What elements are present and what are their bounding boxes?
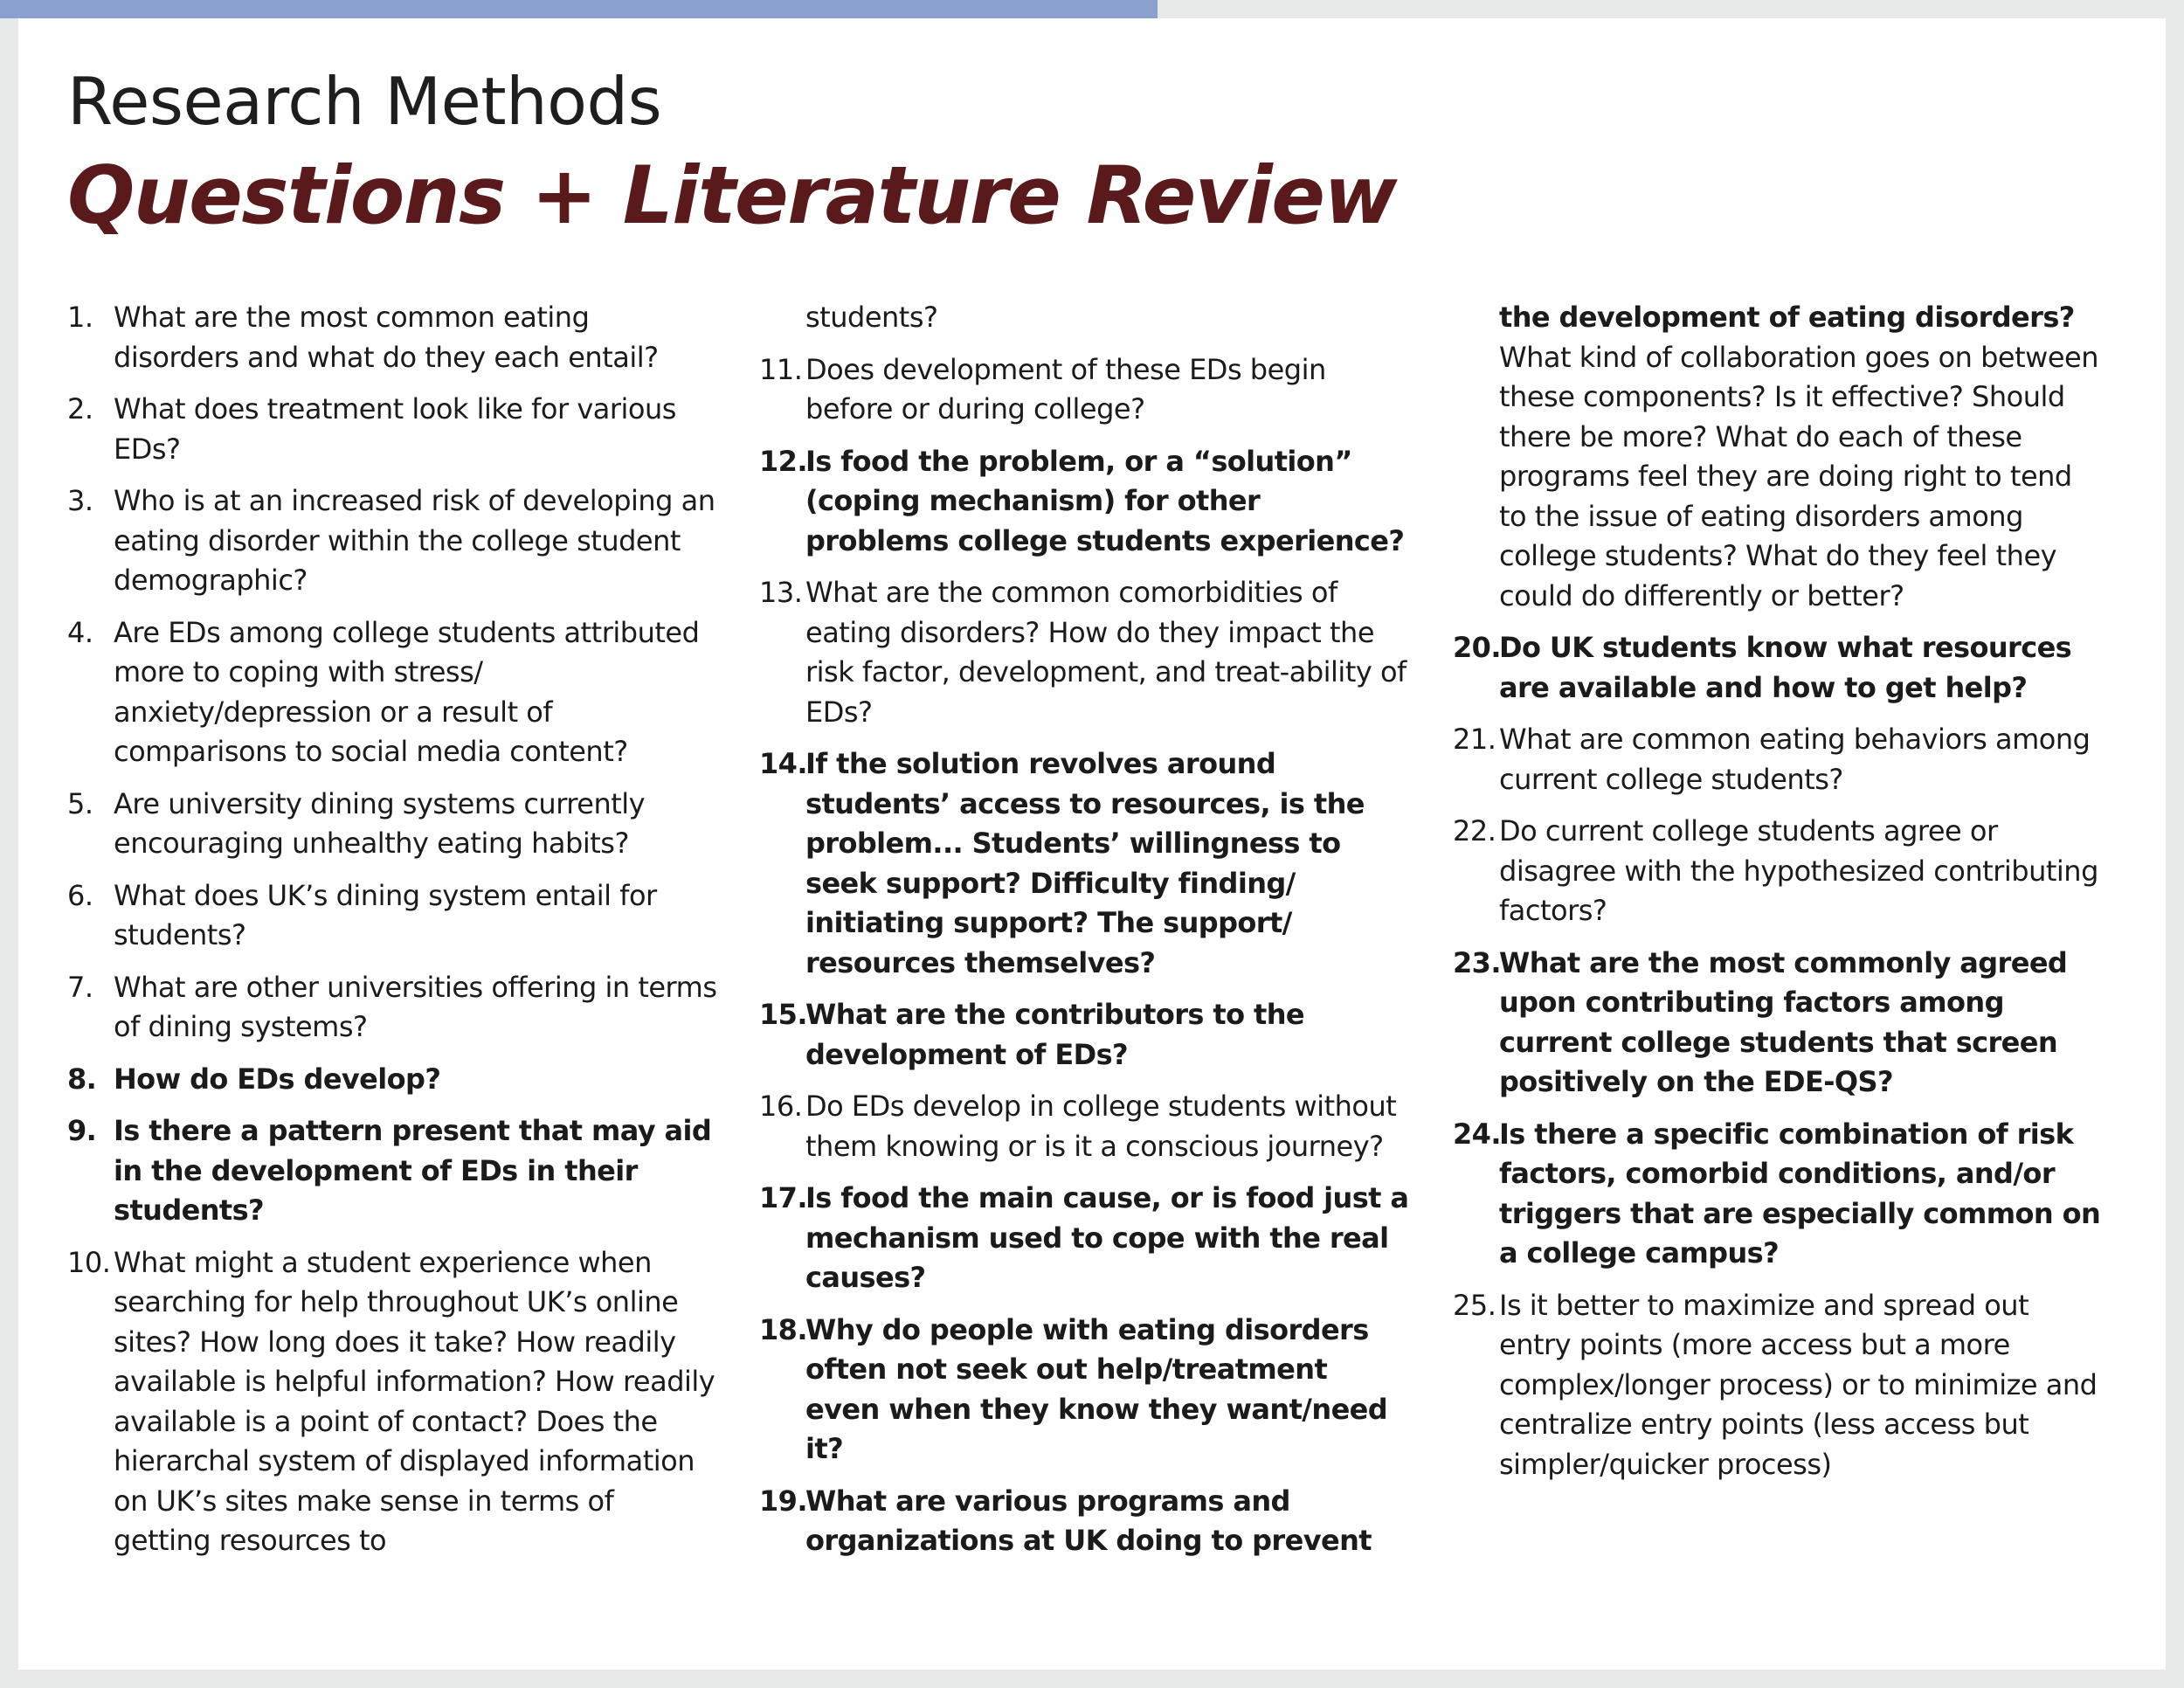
question-number: 15.	[759, 998, 807, 1031]
question-number: 3.	[67, 484, 93, 517]
question-text: What are other universities offering in terms of dining systems?	[114, 970, 717, 1043]
question-text: Do current college students agree or disagree with the hypothesized contributing factors?	[1499, 814, 2098, 927]
question-text: Why do people with eating disorders often not seek out help/treatment even when they know they want/need it?	[805, 1312, 1388, 1465]
question-number: 2.	[67, 392, 93, 425]
question-number: 21.	[1453, 723, 1496, 756]
question-text: Do EDs develop in college students without them knowing or is it a conscious journey?	[805, 1090, 1397, 1163]
question-text: Is there a pattern present that may aid in the development of EDs in their students?	[114, 1114, 712, 1227]
question-text: Is food the problem, or a “solution” (coping mechanism) for other problems college students experience?	[805, 444, 1405, 557]
question-text: What are various programs and organizations at UK doing to prevent	[805, 1484, 1372, 1557]
question-number: 25.	[1453, 1288, 1496, 1322]
reading-progress-bar	[0, 0, 2184, 18]
question-item	[67, 481, 718, 601]
question-item	[67, 785, 718, 864]
question-item-key	[759, 995, 1410, 1075]
question-text-bold: the development of eating disorders?	[1499, 301, 2075, 334]
question-text: What kind of collaboration goes on between these components? Is it effective? Should there be more? What do each of these programs feel they are doing right to tend to the issue of eating disorders among college students? What do they feel they could do differently or better?	[1499, 340, 2098, 612]
question-number: 22.	[1453, 814, 1496, 847]
question-item	[67, 613, 718, 772]
question-number: 11.	[759, 352, 803, 386]
question-item-key	[759, 442, 1410, 562]
question-text: Is it better to maximize and spread out entry points (more access but a more complex/longer process) or to minimize and centralize entry points (less access but simpler/quicker process)	[1499, 1288, 2098, 1481]
question-number: 5.	[67, 786, 93, 820]
question-text: Do UK students know what resources are available and how to get help?	[1499, 631, 2072, 704]
question-number: 10.	[67, 1245, 111, 1279]
question-item-key	[759, 1179, 1410, 1298]
question-item	[67, 968, 718, 1048]
question-number: 19.	[759, 1484, 807, 1518]
question-number: 8.	[67, 1062, 97, 1096]
question-text: What are common eating behaviors among current college students?	[1499, 723, 2091, 796]
question-text: Does development of these EDs begin before or during college?	[805, 352, 1326, 425]
question-text: What are the contributors to the development of EDs?	[805, 998, 1304, 1071]
question-number: 4.	[67, 615, 93, 649]
question-text: How do EDs develop?	[114, 1062, 441, 1096]
question-item-key	[67, 1111, 718, 1231]
question-item	[1453, 720, 2104, 799]
question-number: 9.	[67, 1114, 97, 1147]
question-number: 23.	[1453, 945, 1501, 979]
question-item	[1453, 812, 2104, 931]
question-item	[759, 1087, 1410, 1166]
question-item	[759, 350, 1410, 430]
reading-progress-fill	[0, 0, 1158, 18]
question-item-key	[759, 1482, 1410, 1561]
question-number: 6.	[67, 878, 93, 912]
question-item-key	[67, 1060, 718, 1100]
question-item	[67, 298, 718, 377]
question-column-2	[759, 298, 1410, 1574]
question-text: Are EDs among college students attributed more to coping with stress/ anxiety/depression or a result of comparisons to social media content?	[114, 615, 700, 768]
question-item	[759, 573, 1410, 732]
question-text: What are the common comorbidities of eating disorders? How do they impact the risk factor, development, and treat-ability of EDs?	[805, 576, 1406, 729]
question-item-key	[1453, 628, 2104, 708]
question-text: Is food the main cause, or is food just a mechanism used to cope with the real causes?	[805, 1181, 1409, 1294]
question-continuation	[1453, 298, 2104, 616]
question-number: 17.	[759, 1181, 807, 1214]
page-title: Questions + Literature Review	[67, 150, 1397, 242]
question-text: If the solution revolves around students’ access to resources, is the problem... Students’ willingness to seek support? Difficulty finding/ initiating support? The support/ resources themselves?	[805, 747, 1365, 979]
question-column-1	[67, 298, 718, 1574]
question-number: 7.	[67, 970, 93, 1004]
question-item-key	[1453, 944, 2104, 1103]
question-number: 18.	[759, 1312, 807, 1346]
question-text: Who is at an increased risk of developing an eating disorder within the college student demographic?	[114, 484, 715, 597]
question-text: students?	[805, 301, 938, 334]
question-item	[67, 1243, 718, 1561]
question-number: 16.	[759, 1090, 803, 1123]
question-number: 13.	[759, 576, 803, 609]
question-column-3	[1453, 298, 2104, 1497]
question-text: What are the most common eating disorders and what do they each entail?	[114, 301, 659, 374]
question-text: What does UK’s dining system entail for students?	[114, 878, 657, 951]
question-item	[1453, 1286, 2104, 1485]
question-item-key	[759, 744, 1410, 983]
question-text: Is there a specific combination of risk factors, comorbid conditions, and/or triggers that are especially common on a college campus?	[1499, 1117, 2101, 1269]
question-text: What might a student experience when searching for help throughout UK’s online sites? How long does it take? How readily available is helpful information? How readily available is a point of contact? Does the hierarchal system of displayed information on UK’s sites make sense in terms of getting resources to	[114, 1245, 715, 1557]
question-number: 20.	[1453, 631, 1501, 664]
question-item-key	[759, 1311, 1410, 1470]
page-subtitle: Research Methods	[67, 63, 662, 140]
question-number: 14.	[759, 747, 807, 780]
question-text: What does treatment look like for various EDs?	[114, 392, 676, 466]
question-item	[67, 390, 718, 469]
question-item	[67, 876, 718, 956]
question-item-key	[1453, 1115, 2104, 1274]
question-continuation	[759, 298, 1410, 338]
question-text: Are university dining systems currently encouraging unhealthy eating habits?	[114, 786, 646, 860]
document-page	[18, 18, 2166, 1670]
question-number: 24.	[1453, 1117, 1501, 1151]
question-number: 1.	[67, 301, 93, 334]
question-text: What are the most commonly agreed upon contributing factors among current college students that screen positively on the EDE-QS?	[1499, 945, 2068, 1098]
question-number: 12.	[759, 444, 807, 478]
